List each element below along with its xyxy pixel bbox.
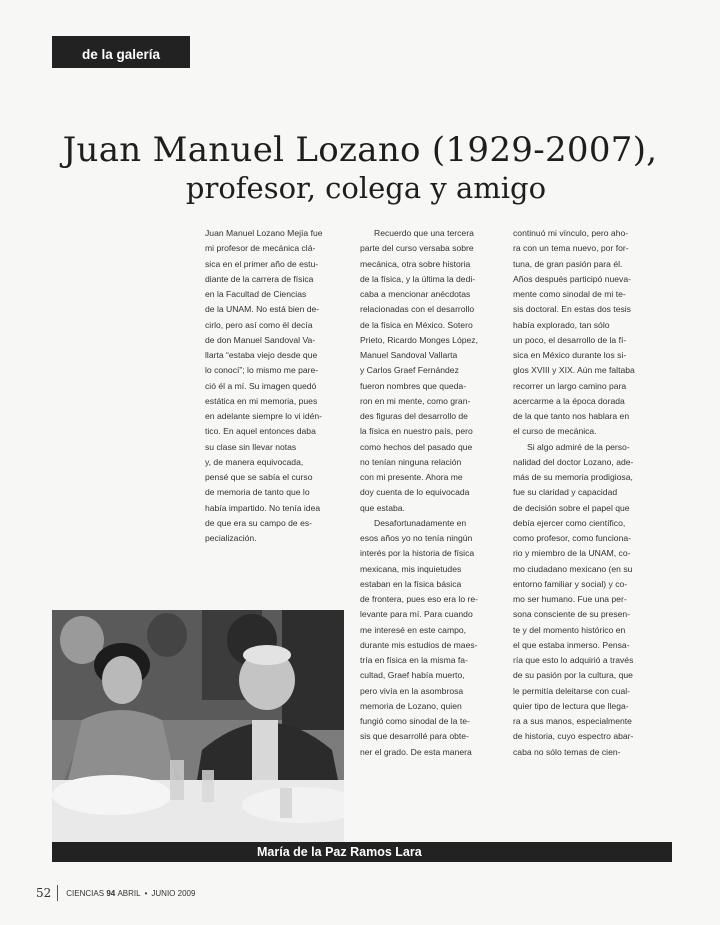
text-line: Manuel Sandoval Vallarta [360,350,458,360]
text-column-1 [205,226,353,546]
text-line: ció él a mí. Su imagen quedó [205,380,317,391]
text-line: caba no sólo temas de cien- [513,746,621,757]
text-line: acercarme a la época dorada [513,395,625,406]
text-line: con mi presente. Ahora me [360,472,463,482]
text-line: en adelante siempre lo vi idén- [205,411,323,421]
text-line: esos años yo no tenía ningún [360,533,473,543]
text-line: Años después participó nueva- [513,273,632,284]
text-line: pecialización. [205,533,257,543]
text-line: Desafortunadamente en [374,517,467,528]
text-line: ner el grado. De esta manera [360,746,472,757]
text-line: levante para mí. Para cuando [360,609,473,620]
text-line: y Carlos Graef Fernández [360,365,459,376]
text-line: interés por la historia de física [360,548,475,559]
text-line: te y del momento histórico en [513,624,626,635]
text-line: ron en mi mente, como gran- [360,395,471,406]
text-line: durante mis estudios de maes- [360,639,478,650]
text-line: lo conocí”; lo mismo me pare- [205,365,319,376]
text-line: tuna, de gran pasión para él. [513,258,623,269]
issue-month-2: JUNIO 2009 [151,888,196,898]
text-line: sona consciente de su presen- [513,609,631,620]
text-line: había explorado, tan sólo [513,319,610,330]
text-line: estática en mi memoria, pues [205,395,318,406]
text-line: mecánica, otra sobre historia [360,258,471,269]
text-line: ra con un tema nuevo, por for- [513,243,629,254]
text-line: mo ser humano. Fue una per- [513,594,627,604]
text-line: pensé que se sabía el curso [205,472,313,482]
text-line: Prieto, Ricardo Monges López, [360,334,478,345]
text-line: mo ciudadano mexicano (en su [513,563,633,574]
text-line: fue su claridad y capacidad [513,487,618,498]
text-line: fueron nombres que queda- [360,380,467,391]
footer-bullet: • [144,888,148,898]
text-line: como profesor, como funciona- [513,533,631,543]
author-byline: María de la Paz Ramos Lara [52,842,672,862]
text-line: me interesé en este campo, [360,624,467,635]
article-title [0,130,720,206]
text-line: Juan Manuel Lozano Mejía fue [205,228,323,238]
text-line: de don Manuel Sandoval Va- [205,334,316,345]
text-line: la física en nuestro país, pero [360,426,473,437]
issue-month-1: ABRIL [117,888,141,898]
text-line: fungió como sinodal de la te- [360,716,470,726]
text-line: diante de la carrera de física [205,273,314,284]
text-line: como hechos del pasado que [360,441,473,452]
footer-divider [57,885,58,901]
title-name: Juan Manuel Lozano [62,130,421,170]
text-line: rio y miembro de la UNAM, co- [513,548,631,559]
text-line: Si algo admiré de la perso- [527,441,630,452]
text-line: sis que desarrollé para obte- [360,731,469,742]
text-line: un poco, el desarrollo de la fí- [513,334,627,345]
text-line: recorrer un largo camino para [513,380,627,391]
text-line: estaban en la física básica [360,578,462,589]
text-line: cultad, Graef había muerto, [360,670,465,681]
text-line: parte del curso versaba sobre [360,243,474,254]
text-line: des figuras del desarrollo de [360,411,468,421]
text-line: pero vivía en la asombrosa [360,685,464,696]
text-line: que estaba. [360,502,405,513]
issue-number: 94 [106,888,116,898]
text-line: cirlo, pero así como él decía [205,319,313,330]
text-line: doy cuenta de lo equivocada [360,487,470,498]
text-line: de la física en México. Sotero [360,319,473,330]
text-line: sica en el primer año de estu- [205,258,319,269]
text-line: continuó mi vínculo, pero aho- [513,228,629,238]
text-line: relacionadas con el desarrollo [360,304,475,315]
text-line: sica en México durante los si- [513,350,627,360]
title-subtitle: profesor, colega y amigo [185,171,547,205]
text-line: entorno familiar y social) y co- [513,578,628,589]
text-column-3 [513,226,671,760]
text-line: quier tipo de lectura que llega- [513,700,629,711]
page-number: 52 [36,886,52,900]
text-line: de historia, cuyo espectro abar- [513,731,634,742]
text-column-2 [360,226,508,760]
text-line: de la UNAM. No está bien de- [205,304,320,315]
text-line: más de su memoria prodigiosa, [513,472,633,482]
text-line: de la que tanto nos hablara en [513,411,630,421]
text-line: ría que esto lo adquirió a través [513,655,634,665]
text-line: y, de manera equivocada, [205,456,304,467]
text-line: tico. En aquel entonces daba [205,426,316,437]
text-line: no tenían ninguna relación [360,456,462,467]
text-line: mi profesor de mecánica clá- [205,243,316,254]
text-line: mexicana, mis inquietudes [360,563,462,574]
text-line: su clase sin llevar notas [205,441,297,452]
text-line: había impartido. No tenía idea [205,502,321,513]
section-label: de la galería [52,36,190,68]
article-photo [52,610,344,842]
text-line: debía ejercer como científico, [513,517,626,528]
text-line: de memoria de tanto que lo [205,487,310,498]
page-footer [36,885,195,901]
title-years: (1929-2007), [431,130,658,170]
text-line: de su pasión por la cultura, que [513,670,633,681]
text-line: caba a mencionar anécdotas [360,289,471,299]
text-line: memoria de Lozano, quien [360,700,462,711]
text-line: el curso de mecánica. [513,426,597,437]
text-line: Recuerdo que una tercera [374,228,474,238]
magazine-name: CIENCIAS [66,888,105,898]
text-line: de la física, y la última la dedi- [360,273,476,284]
text-line: mente como sinodal de mi te- [513,289,626,299]
text-line: sis doctoral. En estas dos tesis [513,304,631,315]
text-line: llarta “estaba viejo desde que [205,350,318,360]
text-line: de que era su campo de es- [205,517,313,528]
text-line: le permitía deleitarse con cual- [513,685,631,696]
text-line: nalidad del doctor Lozano, ade- [513,456,634,467]
text-line: ra a sus manos, especialmente [513,716,632,726]
text-line: en la Facultad de Ciencias [205,289,307,299]
text-line: el que estaba inmerso. Pensa- [513,639,630,650]
text-line: de decisión sobre el papel que [513,502,630,513]
text-line: de frontera, pues eso era lo re- [360,594,478,604]
text-line: glos XVIII y XIX. Aún me faltaba [513,365,635,376]
text-line: tría en física en la misma fa- [360,655,468,665]
